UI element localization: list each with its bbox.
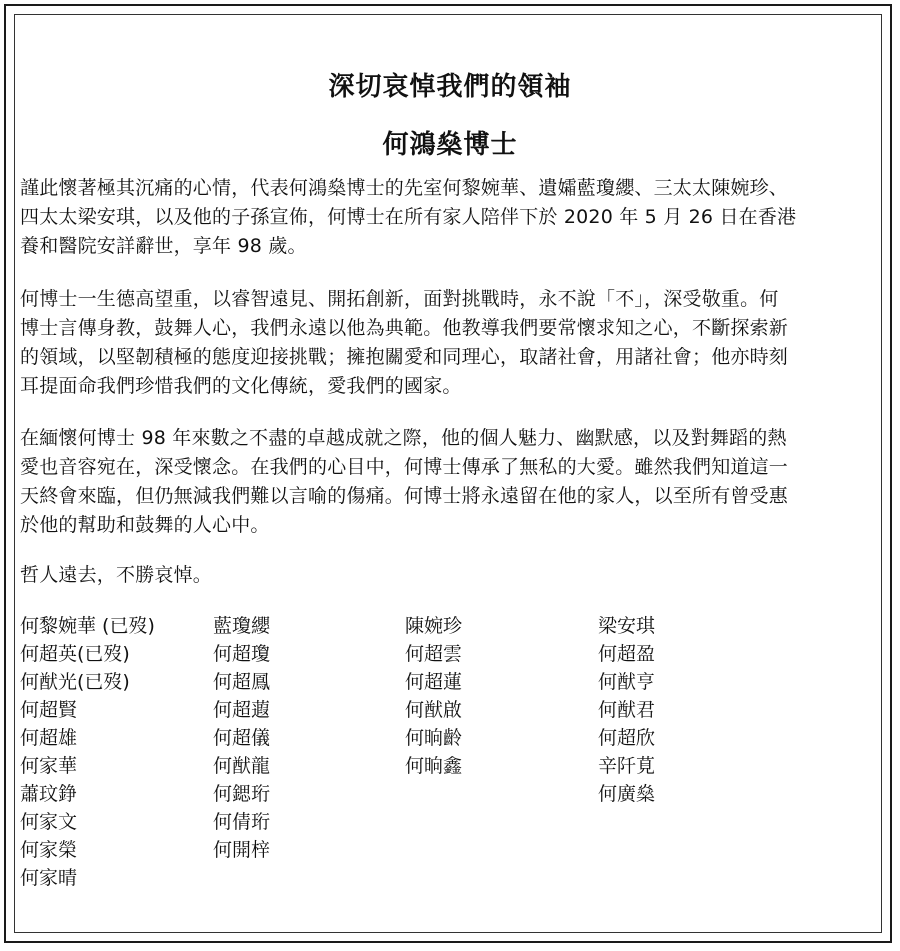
paragraph-closing — [20, 561, 882, 590]
paragraph-line: 謹此懷著極其沉痛的心情，代表何鴻燊博士的先室何黎婉華、遺孀藍瓊纓、三太太陳婉珍、 — [20, 177, 789, 199]
signatory-name: 何猷君 — [598, 699, 656, 721]
signatory-name: 何超英(已歿) — [20, 643, 130, 665]
signatory-name: 何超蓮 — [405, 671, 463, 693]
signatory-name: 何超瓊 — [213, 643, 271, 665]
signatory-name: 何倩珩 — [213, 811, 271, 833]
signatory-name: 何晌齡 — [405, 727, 463, 749]
signatory-name: 蕭玟錚 — [20, 783, 78, 805]
signatory-name: 何家晴 — [20, 867, 78, 889]
paragraph-announcement — [20, 174, 882, 261]
signatories-column-3 — [405, 612, 462, 780]
signatories-column-2 — [213, 612, 270, 864]
signatory-name: 何超盈 — [598, 643, 656, 665]
paragraph-line: 耳提面命我們珍惜我們的文化傳統，愛我們的國家。 — [20, 375, 462, 397]
signatory-name: 辛阡莧 — [598, 755, 656, 777]
signatory-name: 何超儀 — [213, 727, 271, 749]
paragraph-line: 四太太梁安琪，以及他的子孫宣佈，何博士在所有家人陪伴下於 2020 年 5 月 26 日在香港 — [20, 206, 797, 228]
signatory-name: 何家文 — [20, 811, 78, 833]
signatory-name: 何猷龍 — [213, 755, 271, 777]
signatory-name: 何超雄 — [20, 727, 78, 749]
signatory-name: 何猷啟 — [405, 699, 463, 721]
paragraph-line: 何博士一生德高望重，以睿智遠見、開拓創新，面對挑戰時，永不說「不」，深受敬重。何 — [20, 288, 779, 310]
paragraph-line: 博士言傳身教，鼓舞人心，我們永遠以他為典範。他教導我們要常懷求知之心，不斷探索新 — [20, 317, 789, 339]
paragraph-line: 在緬懷何博士 98 年來數之不盡的卓越成就之際，他的個人魅力、幽默感，以及對舞蹈的熱 — [20, 427, 787, 449]
signatory-name: 何黎婉華 (已歿) — [20, 615, 155, 637]
signatory-name: 何超蕸 — [213, 699, 271, 721]
signatory-name: 何超鳳 — [213, 671, 271, 693]
signatory-name: 何超雲 — [405, 643, 463, 665]
signatory-name: 何廣燊 — [598, 783, 656, 805]
paragraph-line: 養和醫院安詳辭世，享年 98 歲。 — [20, 235, 307, 257]
signatory-name: 何猷光(已歿) — [20, 671, 130, 693]
notice-subtitle-name: 何鴻燊博士 — [382, 130, 518, 160]
signatory-name: 陳婉珍 — [405, 615, 463, 637]
paragraph-line: 的領域，以堅韌積極的態度迎接挑戰；擁抱關愛和同理心，取諸社會，用諸社會；他亦時刻 — [20, 346, 789, 368]
signatory-name: 何家榮 — [20, 839, 78, 861]
signatory-name: 何超欣 — [598, 727, 656, 749]
signatory-name: 藍瓊纓 — [213, 615, 271, 637]
signatory-name: 何晌鑫 — [405, 755, 463, 777]
signatory-name: 何超賢 — [20, 699, 78, 721]
paragraph-line: 於他的幫助和鼓舞的人心中。 — [20, 514, 270, 536]
paragraph-line: 哲人遠去，不勝哀悼。 — [20, 564, 213, 586]
signatory-name: 何猷亨 — [598, 671, 656, 693]
signatory-name: 梁安琪 — [598, 615, 656, 637]
signatories-list — [20, 612, 880, 902]
signatories-column-4 — [598, 612, 655, 808]
paragraph-line: 愛也音容宛在，深受懷念。在我們的心目中，何博士傳承了無私的大愛。雖然我們知道這一 — [20, 456, 789, 478]
paragraph-remembrance — [20, 424, 882, 540]
signatory-name: 何開梓 — [213, 839, 271, 861]
notice-title: 深切哀悼我們的領袖 — [328, 72, 572, 102]
paragraph-line: 天終會來臨，但仍無減我們難以言喻的傷痛。何博士將永遠留在他的家人，以至所有曾受惠 — [20, 485, 789, 507]
signatories-column-1 — [20, 612, 155, 892]
signatory-name: 何家華 — [20, 755, 78, 777]
paragraph-tribute — [20, 285, 882, 401]
signatory-name: 何鍶珩 — [213, 783, 271, 805]
